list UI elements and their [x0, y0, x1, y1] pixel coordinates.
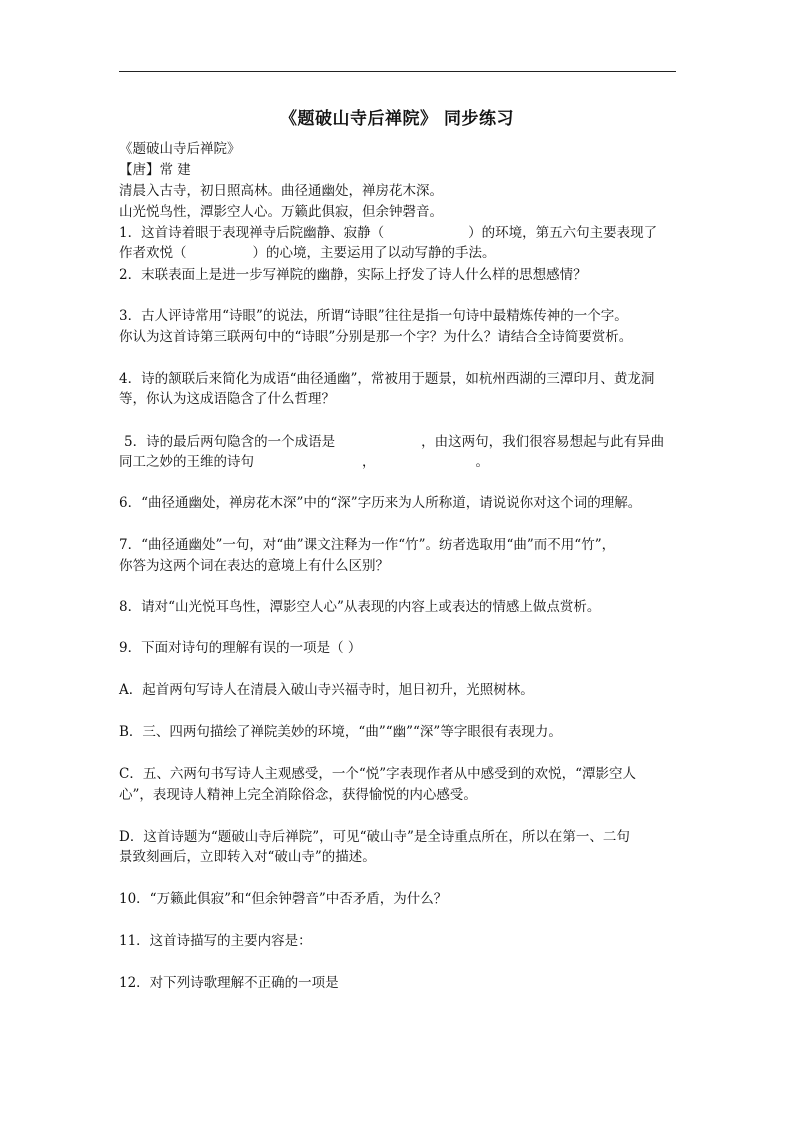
question-1-text-b: ）的环境，第五六句主要表现了: [468, 225, 658, 241]
option-a: A．起首两句写诗人在清晨入破山寺兴福寺时，旭日初升，光照树林。: [119, 682, 534, 698]
question-3-line-1: 3．古人评诗常用“诗眼”的说法，所谓“诗眼”往往是指一句诗中最精炼传神的一个字。: [119, 308, 628, 324]
question-5-text-b: ，由这两句，我们很容易想起与此有异曲: [421, 434, 665, 450]
poem-author: 【唐】常 建: [119, 162, 191, 178]
poem-title: 《题破山寺后禅院》: [119, 141, 241, 157]
question-8: 8．请对“山光悦耳鸟性，潭影空人心”从表现的内容上或表达的情感上做点赏析。: [119, 599, 601, 615]
question-2: 2．末联表面上是进一步写禅院的幽静，实际上抒发了诗人什么样的思想感情？: [119, 267, 587, 283]
question-5-line-2: [119, 452, 489, 472]
question-1-text-a: 1．这首诗着眼于表现禅寺后院幽静、寂静（: [119, 225, 385, 241]
option-c-line-1: C．五、六两句书写诗人主观感受，一个“悦”字表现作者从中感受到的欢悦，“潭影空人: [119, 766, 637, 782]
question-11: 11．这首诗描写的主要内容是：: [119, 933, 312, 949]
question-1-text-d: ）的心境，主要运用了以动写静的手法。: [252, 245, 496, 261]
question-1-line-2: [119, 243, 496, 263]
question-1-text-c: 作者欢悦（: [119, 245, 187, 261]
question-7-line-2: 你答为这两个词在表达的意境上有什么区别？: [119, 558, 389, 574]
page-title: 《题破山寺后禅院》 同步练习: [280, 109, 514, 129]
poem-line-2: 山光悦鸟性，潭影空人心。万籁此俱寂，但余钟磬音。: [119, 204, 443, 220]
question-5-text-e: 。: [475, 454, 489, 470]
question-9: 9．下面对诗句的理解有误的一项是（ ）: [119, 640, 362, 656]
option-b: B．三、四两句描绘了禅院美妙的环境，“曲”“幽”“深”等字眼很有表现力。: [119, 724, 562, 740]
header-rule: [119, 71, 676, 72]
question-10: 10．“万籁此俱寂”和“但余钟磬音”中否矛盾，为什么？: [119, 891, 448, 907]
question-5-text-d: ，: [362, 454, 376, 470]
question-12: 12．对下列诗歌理解不正确的一项是: [119, 975, 339, 991]
option-c-line-2: 心”，表现诗人精神上完全消除俗念，获得愉悦的内心感受。: [119, 787, 477, 803]
question-6: 6．“曲径通幽处，禅房花木深”中的“深”字历来为人所称道，请说说你对这个词的理解。: [119, 495, 642, 511]
question-5-text-c: 同工之妙的王维的诗句: [119, 454, 254, 470]
question-4-line-2: 等，你认为这成语隐含了什么哲理？: [119, 391, 335, 407]
option-d-line-2: 景致刻画后，立即转入对“破山寺”的描述。: [119, 849, 376, 865]
question-5-text-a: 5．诗的最后两句隐含的一个成语是: [124, 434, 336, 450]
question-5-line-1: [124, 432, 664, 452]
question-7-line-1: 7．“曲径通幽处”一句，对“曲”课文注释为一作“竹”。纺者选取用“曲”而不用“竹”，: [119, 537, 616, 553]
question-3-line-2: 你认为这首诗第三联两句中的“诗眼”分别是那一个字？为什么？请结合全诗简要赏析。: [119, 329, 633, 345]
option-d-line-1: D．这首诗题为“题破山寺后禅院”，可见“破山寺”是全诗重点所在，所以在第一、二句: [119, 829, 630, 845]
poem-line-1: 清晨入古寺，初日照高林。曲径通幽处，禅房花木深。: [119, 183, 443, 199]
question-4-line-1: 4．诗的颔联后来简化为成语“曲径通幽”，常被用于题景，如杭州西湖的三潭印月、黄龙洞: [119, 371, 655, 387]
question-1-line-1: [119, 223, 657, 243]
